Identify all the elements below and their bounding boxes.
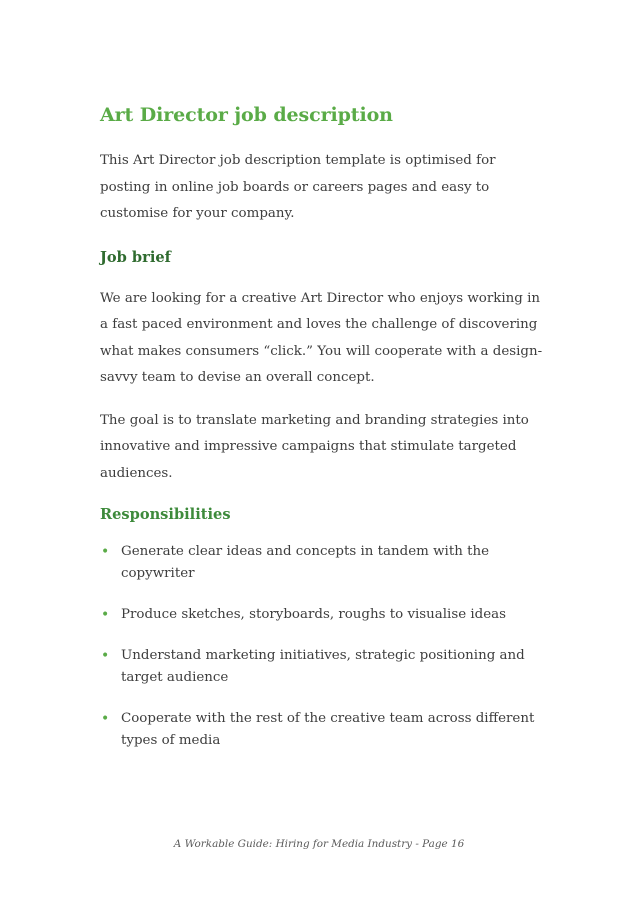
responsibilities-list xyxy=(100,541,550,752)
page-footer: A Workable Guide: Hiring for Media Industry - Page 16 xyxy=(173,838,465,850)
job-brief-heading: Job brief xyxy=(100,248,171,266)
job-brief-paragraph-2: The goal is to translate marketing and branding strategies into innovative and impressive campaigns that stimulate targeted audiences. xyxy=(100,412,529,481)
list-item-text: Cooperate with the rest of the creative team across different types of media xyxy=(121,711,535,748)
page-content xyxy=(100,100,550,771)
bullet-icon: • xyxy=(101,607,110,623)
list-item xyxy=(100,645,550,689)
page-title: Art Director job description xyxy=(100,104,393,126)
list-item-text: Understand marketing initiatives, strategic positioning and target audience xyxy=(121,648,525,685)
list-item xyxy=(100,604,550,626)
list-item xyxy=(100,541,550,585)
list-item-text: Generate clear ideas and concepts in tandem with the copywriter xyxy=(121,544,490,581)
bullet-icon: • xyxy=(101,544,110,560)
bullet-icon: • xyxy=(101,648,110,664)
bullet-icon: • xyxy=(101,711,110,727)
list-item xyxy=(100,708,550,752)
intro-paragraph: This Art Director job description template is optimised for posting in online job boards or careers pages and easy to customise for your company. xyxy=(100,153,496,221)
job-brief-paragraph-1: We are looking for a creative Art Director who enjoys working in a fast paced environment and loves the challenge of discovering what makes consumers “click.” You will cooperate with a design-savvy team to devise an overall concept. xyxy=(100,290,543,385)
responsibilities-heading: Responsibilities xyxy=(100,506,231,523)
list-item-text: Produce sketches, storyboards, roughs to visualise ideas xyxy=(121,607,507,622)
